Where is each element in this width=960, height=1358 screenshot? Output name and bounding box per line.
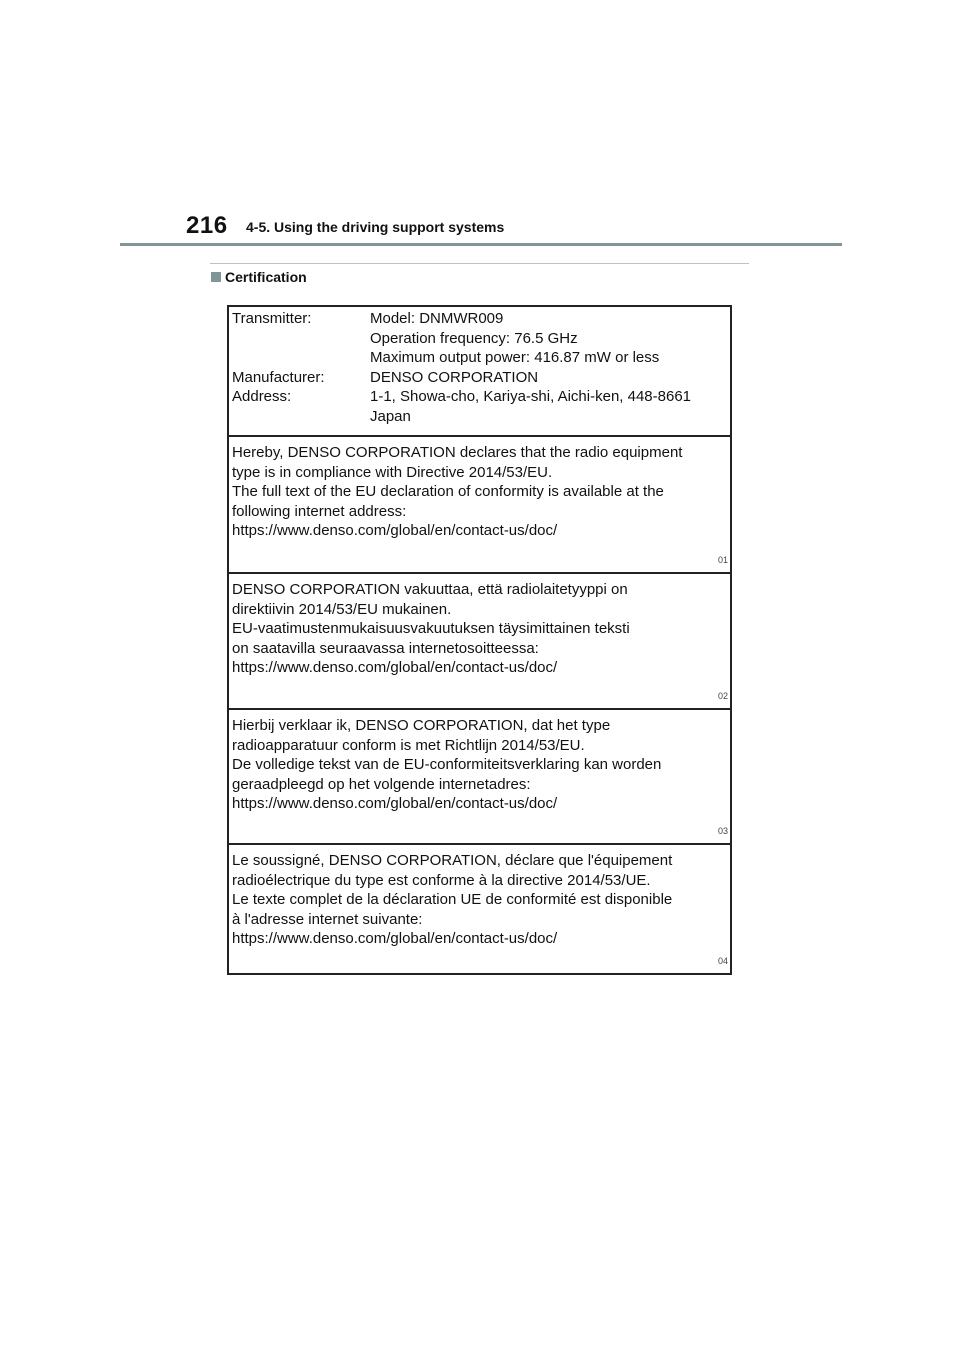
declaration-code: 02 [717, 690, 728, 701]
declaration-english [229, 435, 730, 572]
info-row [229, 329, 730, 349]
declaration-line: Le texte complet de la déclaration UE de conformité est disponible [232, 891, 673, 908]
info-key [232, 329, 370, 349]
certification-table [227, 305, 732, 975]
declaration-line: on saatavilla seuraavassa internetosoitteessa: [232, 639, 539, 657]
declaration-line: geraadpleegd op het volgende internetadres: [232, 775, 531, 793]
declaration-line: DENSO CORPORATION vakuuttaa, että radiolaitetyyppi on [232, 581, 628, 598]
info-key: Address: [232, 388, 292, 405]
declaration-url: https://www.denso.com/global/en/contact-us/doc/ [232, 930, 558, 947]
info-value: Maximum output power: 416.87 mW or less [370, 349, 660, 366]
info-key: Transmitter: [232, 310, 312, 327]
declaration-line: following internet address: [232, 502, 407, 520]
info-row [229, 387, 730, 407]
declaration-dutch [229, 708, 730, 843]
declaration-code: 01 [717, 554, 728, 565]
declaration-url: https://www.denso.com/global/en/contact-us/doc/ [232, 522, 558, 539]
info-value: Operation frequency: 76.5 GHz [370, 329, 578, 347]
info-key: Manufacturer: [232, 368, 325, 386]
declaration-code: 04 [717, 955, 728, 966]
declaration-line: direktiivin 2014/53/EU mukainen. [232, 600, 452, 618]
square-bullet-icon [211, 272, 221, 282]
info-row [229, 407, 730, 427]
section-title: 4-5. Using the driving support systems [246, 219, 505, 235]
declaration-line: EU-vaatimustenmukaisuusvakuutuksen täysimittainen teksti [232, 620, 630, 637]
info-value: DENSO CORPORATION [370, 368, 539, 386]
declaration-line: Hereby, DENSO CORPORATION declares that the radio equipment [232, 444, 683, 461]
declaration-line: De volledige tekst van de EU-conformiteitsverklaring kan worden [232, 756, 662, 773]
info-row [229, 309, 730, 329]
declaration-line: type is in compliance with Directive 2014/53/EU. [232, 463, 553, 481]
info-key [232, 348, 370, 368]
transmitter-info-block [229, 307, 730, 435]
info-value: Japan [370, 407, 411, 425]
declaration-line: radioélectrique du type est conforme à la directive 2014/53/UE. [232, 871, 651, 889]
declaration-url: https://www.denso.com/global/en/contact-us/doc/ [232, 795, 558, 812]
page-number: 216 [186, 212, 228, 239]
subsection-divider [210, 263, 749, 264]
declaration-code: 03 [717, 825, 728, 836]
subsection-heading [211, 269, 307, 285]
info-value: Model: DNMWR009 [370, 310, 504, 327]
declaration-french [229, 843, 730, 973]
info-key [232, 407, 370, 427]
declaration-line: radioapparatuur conform is met Richtlijn 2014/53/EU. [232, 736, 585, 754]
declaration-url: https://www.denso.com/global/en/contact-us/doc/ [232, 659, 558, 676]
declaration-line: The full text of the EU declaration of conformity is available at the [232, 483, 664, 500]
info-row [229, 368, 730, 388]
declaration-line: Le soussigné, DENSO CORPORATION, déclare que l'équipement [232, 852, 673, 869]
declaration-line: à l'adresse internet suivante: [232, 910, 423, 928]
declaration-finnish [229, 572, 730, 708]
declaration-line: Hierbij verklaar ik, DENSO CORPORATION, dat het type [232, 717, 611, 734]
info-value: 1-1, Showa-cho, Kariya-shi, Aichi-ken, 448-8661 [370, 388, 692, 405]
header-divider [120, 243, 842, 246]
subsection-title: Certification [225, 269, 307, 285]
info-row [229, 348, 730, 368]
